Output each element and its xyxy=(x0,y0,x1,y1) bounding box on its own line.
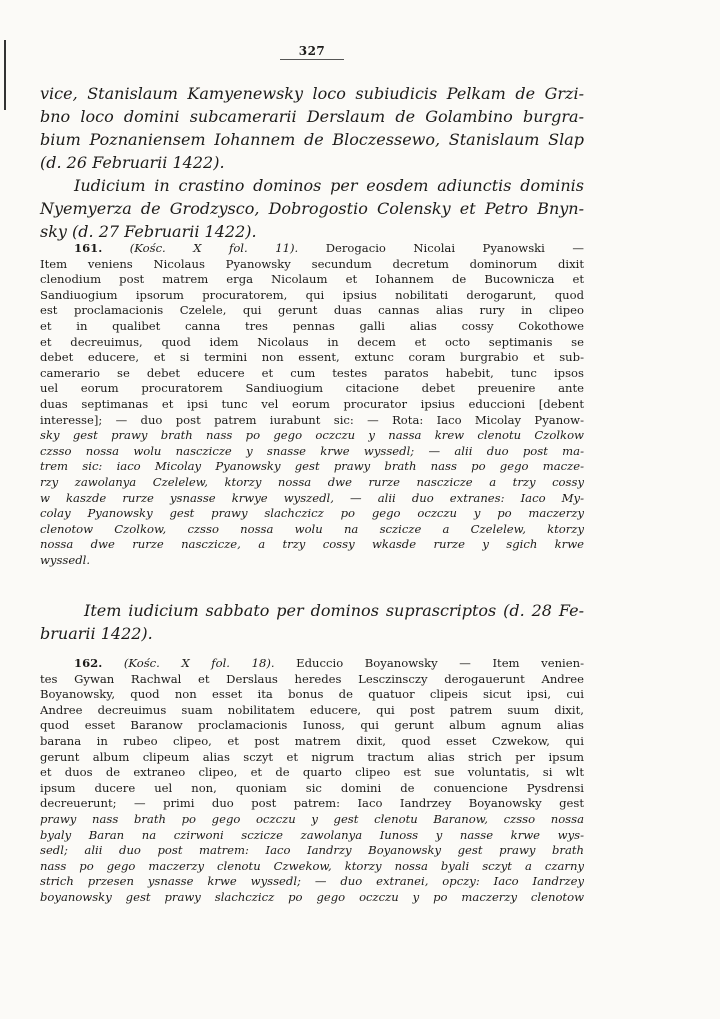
text-line: et duos de extraneo clipeo, et de quarto clipeo est sue voluntatis, si wlt xyxy=(40,765,584,780)
text-line: w kaszde rurze ysnasse krwye wyszedl, — alii duo extranes: Iaco My- xyxy=(40,490,584,505)
text-line: trem sic: iaco Micolay Pyanowsky gest prawy brath nass po gego macze- xyxy=(40,459,584,474)
entry-heading: Educcio Boyanowsky — Item venien- xyxy=(296,656,584,670)
text-line: Item veniens Nicolaus Pyanowsky secundum decretum dominorum dixit xyxy=(40,256,584,271)
text-line: strich przesen ysnasse krwe wyssedl; — duo extranei, opczy: Iaco Iandrzey xyxy=(40,874,584,889)
text-line: prawy nass brath po gego oczczu y gest clenotu Baranow, czsso nossa xyxy=(40,811,584,826)
text-line: byaly Baran na czirwoni sczicze zawolanya Iunoss y nasse krwe wys- xyxy=(40,827,584,842)
text-line: Sandiuogium ipsorum procuratorem, qui ipsius nobilitati derogarunt, quod xyxy=(40,287,584,302)
entry-reference: (Kośc. X fol. 18). xyxy=(123,656,275,670)
page-number: 327 xyxy=(282,44,342,58)
text-line: barana in rubeo clipeo, et post matrem dixit, quod esset Czwekow, qui xyxy=(40,733,584,748)
text-line: wyssedl. xyxy=(40,552,91,567)
text-line: nossa dwe rurze nasczicze, a trzy cossy wkasde rurze y sgich krwe xyxy=(40,537,584,552)
text-line: et in qualibet canna tres pennas galli alias cossy Cokothowe xyxy=(40,318,584,333)
text-line: clenotow Czolkow, czsso nossa wolu na sczicze a Czelelew, ktorzy xyxy=(40,521,584,536)
text-line: camerario se debet educere et cum testes paratos habebit, tunc ipsos xyxy=(40,365,584,380)
text-line: bruarii 1422). xyxy=(40,624,153,643)
third-paragraph xyxy=(40,599,584,645)
text-line: czsso nossa wolu nasczicze y snasse krwe wyssedl; — alii duo post ma- xyxy=(40,443,584,458)
text-line: Item iudicium sabbato per dominos suprascriptos (d. 28 Fe- xyxy=(84,601,584,620)
text-line: clenodium post matrem erga Nicolaum et Iohannem de Bucownicza et xyxy=(40,272,584,287)
text-line: sedl; alii duo post matrem: Iaco Iandrzy Boyanowsky gest prawy brath xyxy=(40,843,584,858)
text-line: sky (d. 27 Februarii 1422). xyxy=(40,222,257,241)
entry-reference: (Kośc. X fol. 11). xyxy=(129,241,299,255)
text-line: debet educere, et si termini non essent, extunc coram burgrabio et sub- xyxy=(40,350,584,365)
text-line: boyanowsky gest prawy slachczicz po gego oczczu y po maczerzy clenotow xyxy=(40,889,584,904)
text-line: et decreuimus, quod idem Nicolaus in decem et octo septimanis se xyxy=(40,334,584,349)
text-line: Andree decreuimus suam nobilitatem educere, qui post patrem suum dixit, xyxy=(40,702,584,717)
text-line: bium Poznaniensem Iohannem de Bloczessewo, Stanislaum Slap xyxy=(40,130,584,149)
text-line: est proclamacionis Czelele, qui gerunt duas cannas alias rury in clipeo xyxy=(40,303,584,318)
entry-number: 162. xyxy=(74,656,103,670)
text-line: decreuerunt; — primi duo post patrem: Iaco Iandrzey Boyanowsky gest xyxy=(40,796,584,811)
text-line: nass po gego maczerzy clenotu Czwekow, ktorzy nossa byali sczyt a czarny xyxy=(40,858,584,873)
text-line: colay Pyanowsky gest prawy slachczicz po gego oczczu y po maczerzy xyxy=(40,506,584,521)
text-line: bno loco domini subcamerarii Derslaum de Golambino burgra- xyxy=(40,107,584,126)
top-paragraph xyxy=(40,82,584,174)
text-line: vice, Stanislaum Kamyenewsky loco subiudicis Pelkam de Grzi- xyxy=(40,84,584,103)
text-line: Iudicium in crastino dominos per eosdem adiunctis dominis xyxy=(74,176,584,195)
margin-rule xyxy=(4,40,6,110)
text-line: (d. 26 Februarii 1422). xyxy=(40,153,225,172)
entry-number: 161. xyxy=(74,241,103,255)
text-line: ipsum ducere uel non, quoniam sic domini de conuencione Pysdrensi xyxy=(40,780,584,795)
entry-heading: Derogacio Nicolai Pyanowski — xyxy=(325,241,584,255)
text-line: Boyanowsky, quod non esset ita bonus de quatuor clipeis sicut ipsi, cui xyxy=(40,687,584,702)
text-line: interesse]; — duo post patrem iurabunt sic: — Rota: Iaco Micolay Pyanow- xyxy=(40,412,584,427)
text-line: gerunt album clipeum alias sczyt et nigrum tractum alias strich per ipsum xyxy=(40,749,584,764)
text-line: tes Gywan Rachwal et Derslaus heredes Lesczinsczy derogauerunt Andree xyxy=(40,671,584,686)
text-line: sky gest prawy brath nass po gego oczczu y nassa krew clenotu Czolkow xyxy=(40,428,584,443)
text-line: rzy zawolanya Czelelew, ktorzy nossa dwe rurze nasczicze a trzy cossy xyxy=(40,474,584,489)
text-line: Nyemyerza de Grodzysco, Dobrogostio Colensky et Petro Bnyn- xyxy=(40,199,584,218)
entry-162 xyxy=(40,656,584,906)
entry-161 xyxy=(40,241,584,568)
text-line: uel eorum procuratorem Sandiuogium citacione debet preuenire ante xyxy=(40,381,584,396)
text-line: duas septimanas et ipsi tunc vel eorum procurator ipsius educcioni [debent xyxy=(40,396,584,411)
text-line: quod esset Baranow proclamacionis Iunoss, qui gerunt album agnum alias xyxy=(40,718,584,733)
second-paragraph xyxy=(40,174,584,243)
